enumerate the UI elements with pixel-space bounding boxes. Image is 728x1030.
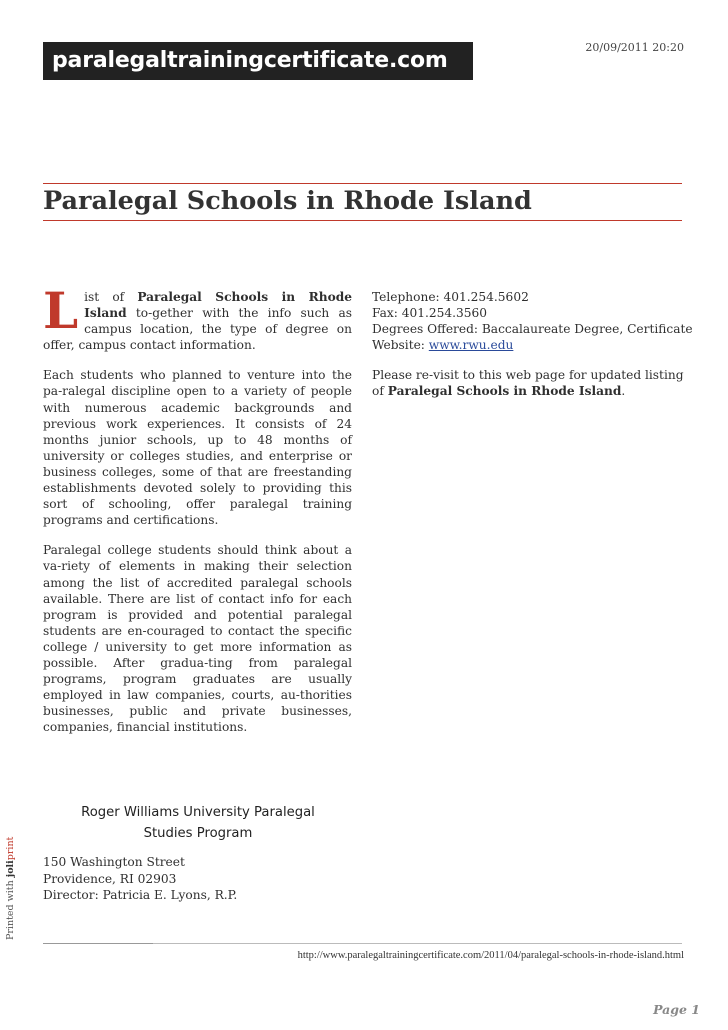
revisit-text: Please re-visit to this web page for updated listing of — [372, 368, 684, 399]
intro-text-start: ist of — [84, 290, 138, 304]
page-title: Paralegal Schools in Rhode Island — [43, 186, 532, 216]
footer-url[interactable]: http://www.paralegaltrainingcertificate.com/2011/04/paralegal-schools-in-rhode-island.html — [297, 950, 684, 961]
joliprint-logo-main: joli — [5, 860, 16, 878]
program-heading-line-2: Studies Program — [143, 826, 253, 841]
intro-bold-title: Paralegal Schools in Rhode Island — [84, 290, 352, 321]
contact-column — [372, 289, 692, 414]
body-paragraph-2: Each students who planned to venture into the pa-ralegal discipline open to a variety of people with numerous academic backgrounds and previous work experiences. It consists of 24 months junior schools, up to 48 months of university or colleges studies, and enterprise or business colleges, some of that are freestanding establishments devoted solely to providing this sort of schooling, offer paralegal training programs and certifications. — [43, 368, 352, 528]
print-timestamp: 20/09/2011 20:20 — [585, 41, 684, 54]
site-banner: paralegaltrainingcertificate.com — [43, 42, 473, 80]
website-label: Website: — [372, 338, 429, 353]
intro-text-end: to-gether with the info such as campus location, the type of degree on offer, campus contact information. — [43, 306, 352, 353]
footer-rule-left — [43, 943, 153, 944]
fax: Fax: 401.254.3560 — [372, 306, 488, 321]
director: Director: Patricia E. Lyons, R.P. — [43, 888, 238, 902]
body-paragraph-3: Paralegal college students should think about a va-riety of elements in making their selection among the list of accredited paralegal schools available. There are list of contact info for each program is provided and potential paralegal students are en-couraged to contact the specific college / university to get more information as possible. After gradua-ting from paralegal programs, program graduates are usually employed in law companies, courts, au-thorities businesses, public and private businesses, companies, financial institutions. — [43, 543, 352, 735]
website-link[interactable]: www.rwu.edu — [428, 338, 514, 353]
printed-with-credit — [5, 837, 16, 940]
drop-cap: L — [43, 281, 79, 340]
title-bottom-rule — [43, 220, 682, 221]
revisit-bold: Paralegal Schools in Rhode Island — [387, 384, 622, 399]
address-line-2: Providence, RI 02903 — [43, 871, 177, 886]
joliprint-logo-accent: print — [5, 836, 16, 861]
contact-block — [372, 289, 692, 353]
main-text-column — [43, 281, 352, 749]
intro-paragraph — [43, 281, 352, 353]
address-line-1: 150 Washington Street — [43, 855, 185, 869]
printed-with-label: Printed with — [5, 880, 16, 940]
program-heading — [43, 802, 353, 844]
page-number: Page 1 — [653, 1002, 700, 1017]
program-address — [43, 854, 237, 904]
revisit-note — [372, 367, 692, 399]
program-heading-line-1: Roger Williams University Paralegal — [81, 805, 315, 820]
telephone: Telephone: 401.254.5602 — [372, 290, 529, 304]
footer-rule-right — [153, 943, 682, 944]
degrees-offered: Degrees Offered: Baccalaureate Degree, Certificate — [372, 322, 693, 337]
revisit-end: . — [621, 384, 626, 399]
joliprint-logo[interactable] — [5, 837, 16, 878]
